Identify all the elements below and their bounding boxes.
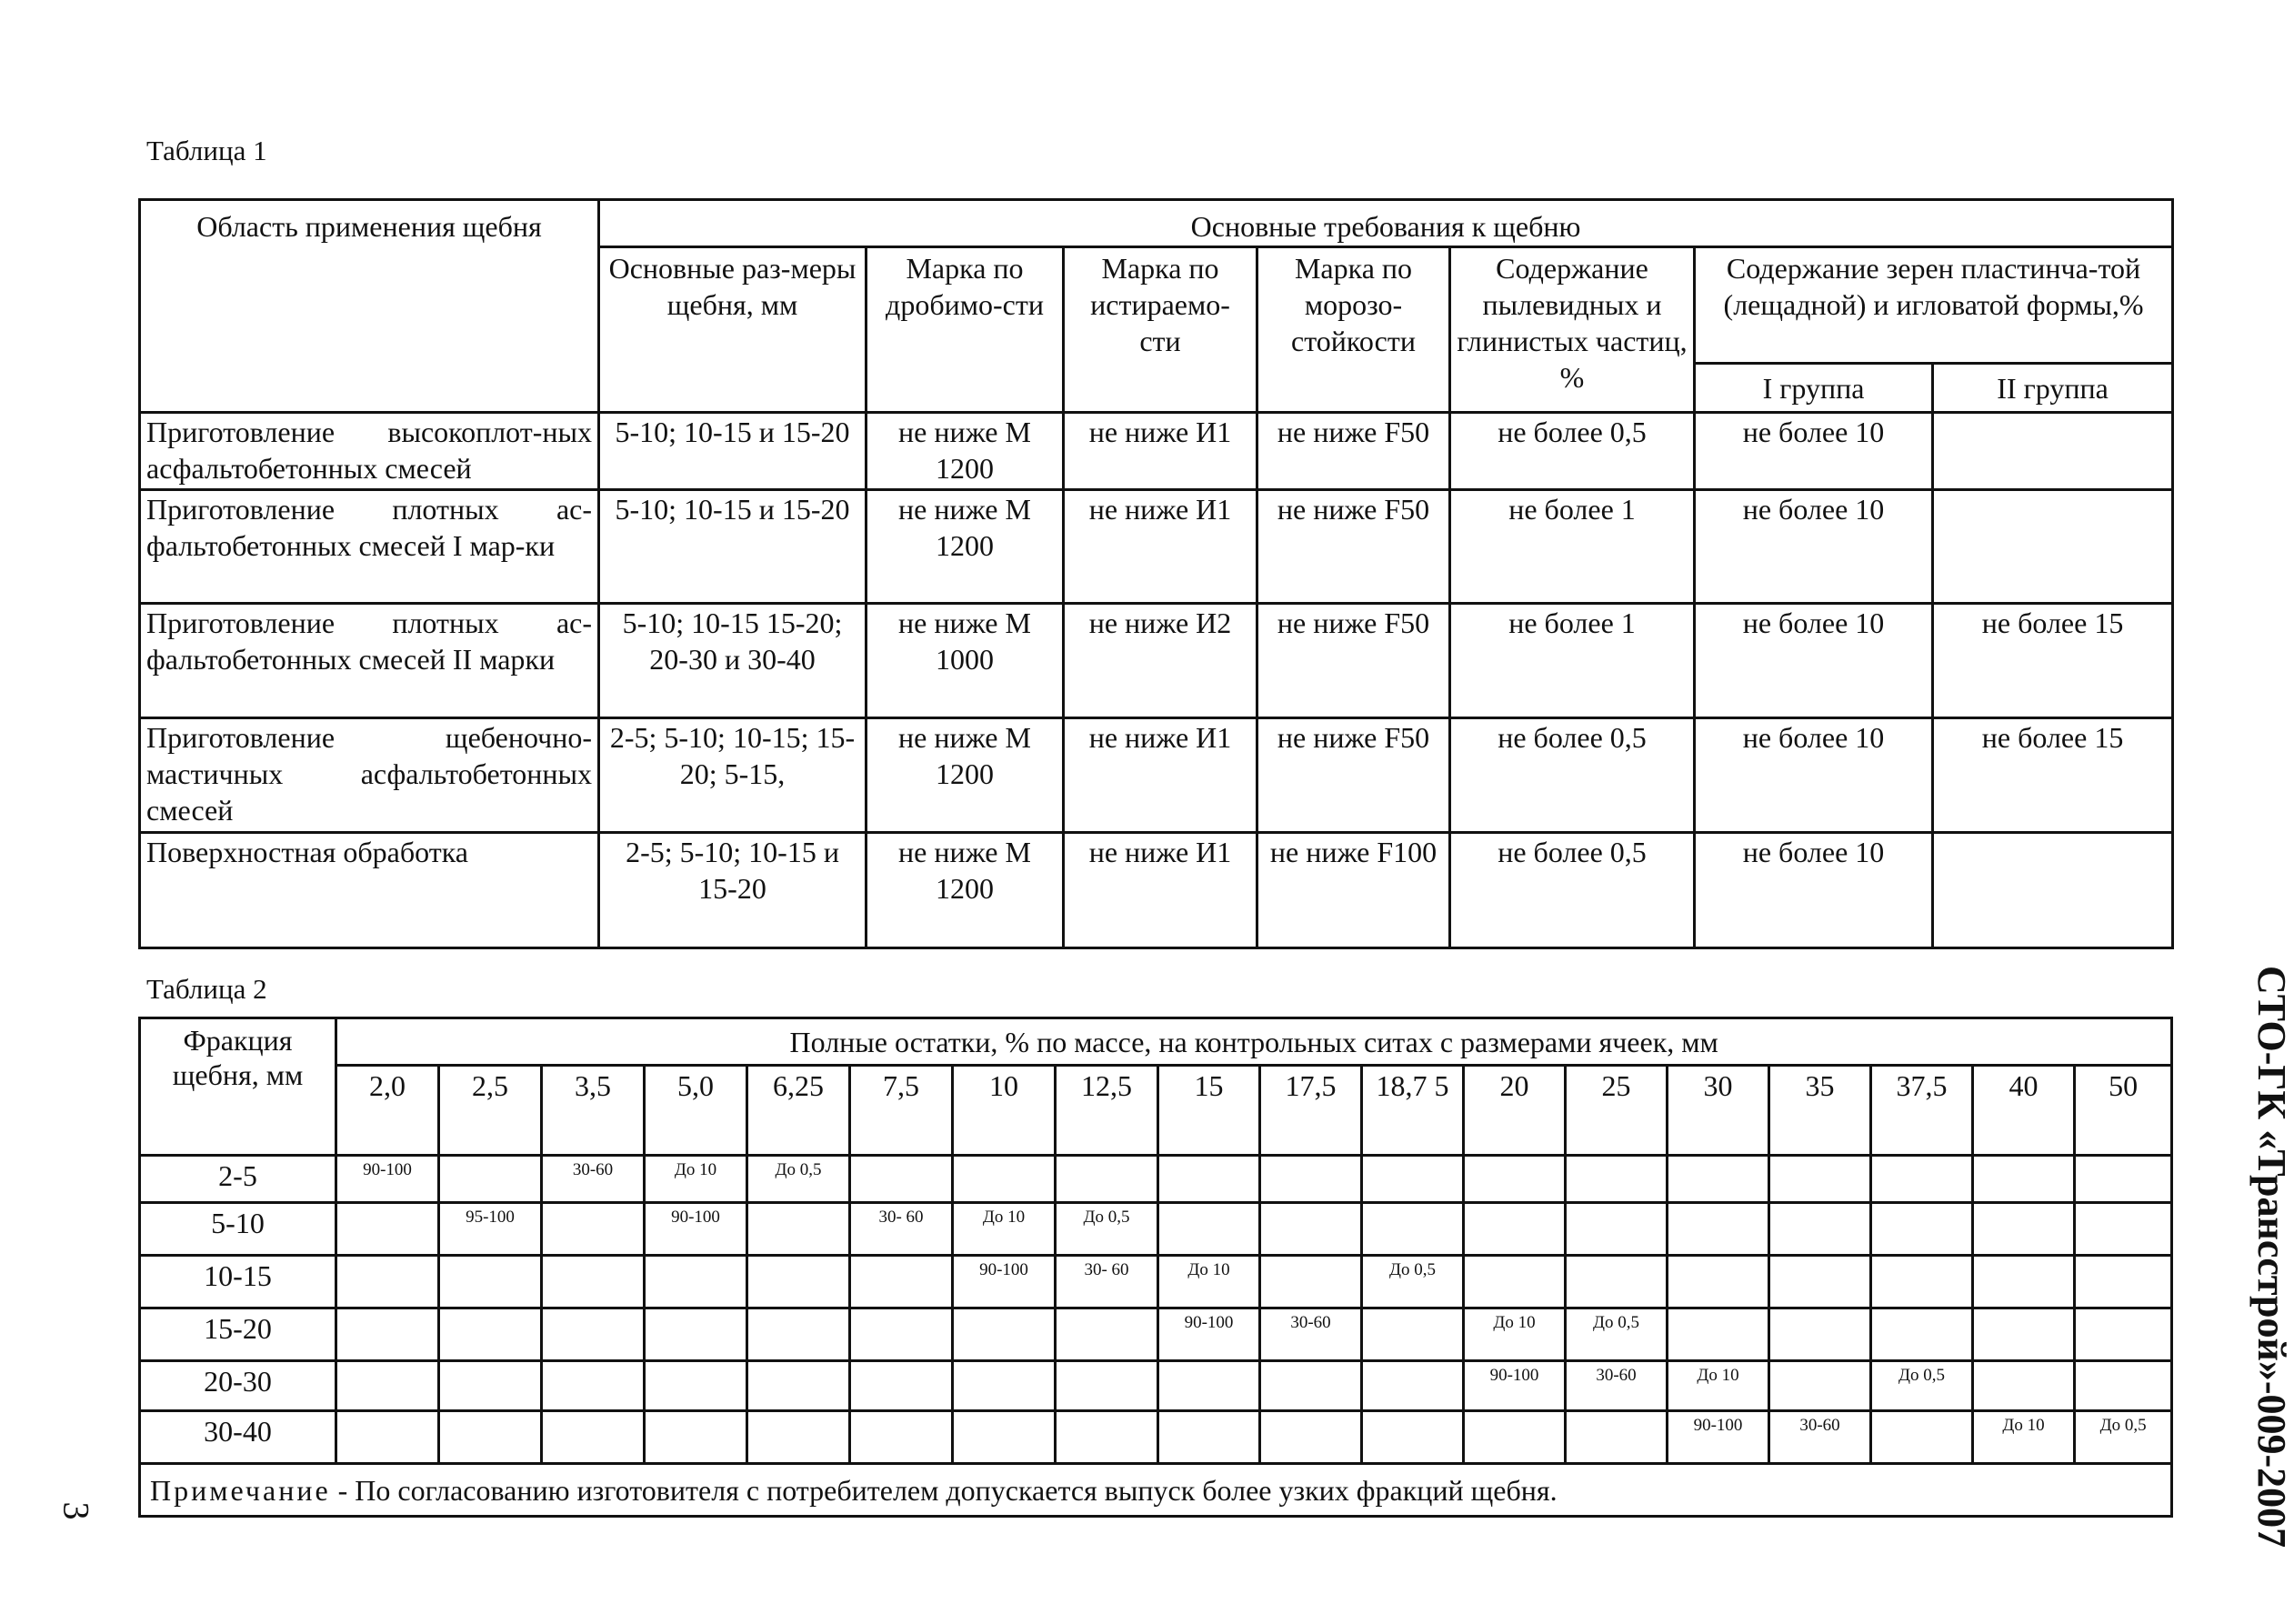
t1-cell-abrasion: не ниже И1 — [1064, 833, 1257, 948]
t2-value-cell — [439, 1361, 542, 1411]
t2-value-cell: До 10 — [1973, 1411, 2075, 1464]
t2-value-cell — [1566, 1411, 1668, 1464]
t2-value-cell — [1973, 1256, 2075, 1308]
t1-cell-group1: не более 10 — [1695, 413, 1933, 490]
t2-value-cell — [336, 1361, 439, 1411]
t2-value-cell — [850, 1308, 953, 1361]
t1-header-frost: Марка по морозо-стойкости — [1257, 247, 1450, 413]
table-row — [140, 490, 2173, 604]
document-code: СТО-ГК «Трансстрой»-009-2007 — [2249, 966, 2294, 1549]
t2-value-cell — [1871, 1156, 1973, 1203]
t1-cell-abrasion: не ниже И1 — [1064, 718, 1257, 833]
t2-value-cell — [542, 1203, 645, 1256]
t2-value-cell — [1056, 1156, 1158, 1203]
t2-sieve-size: 2,5 — [439, 1066, 542, 1156]
t2-value-cell — [2075, 1156, 2172, 1203]
t2-value-cell — [1769, 1203, 1871, 1256]
t2-value-cell: 30-60 — [1769, 1411, 1871, 1464]
t1-cell-crush: не ниже М 1200 — [867, 833, 1064, 948]
t1-cell-size: 2-5; 5-10; 10-15 и 15-20 — [599, 833, 867, 948]
t1-header-dust: Содержание пылевидных и глинистых частиц, % — [1450, 247, 1695, 413]
t1-cell-frost: не ниже F50 — [1257, 604, 1450, 718]
t2-value-cell — [645, 1361, 747, 1411]
t2-value-cell — [953, 1411, 1056, 1464]
table-row — [140, 604, 2173, 718]
t2-value-cell — [1158, 1156, 1260, 1203]
t1-cell-abrasion: не ниже И1 — [1064, 490, 1257, 604]
t2-value-cell: До 0,5 — [1056, 1203, 1158, 1256]
t2-sieve-size: 7,5 — [850, 1066, 953, 1156]
t2-value-cell — [336, 1203, 439, 1256]
t1-cell-size: 5-10; 10-15 и 15-20 — [599, 490, 867, 604]
t2-value-cell — [439, 1256, 542, 1308]
t2-sieve-size: 2,0 — [336, 1066, 439, 1156]
t2-value-cell — [1056, 1308, 1158, 1361]
t2-header-main: Полные остатки, % по массе, на контрольных ситах с размерами ячеек, мм — [336, 1018, 2172, 1066]
t2-value-cell — [1260, 1156, 1362, 1203]
table1 — [138, 198, 2174, 949]
t2-value-cell — [1362, 1308, 1464, 1361]
table-row — [140, 833, 2173, 948]
t1-cell-group2: не более 15 — [1933, 718, 2173, 833]
t2-fraction: 5-10 — [140, 1203, 336, 1256]
t1-cell-group1: не более 10 — [1695, 833, 1933, 948]
t2-value-cell — [2075, 1256, 2172, 1308]
t2-value-cell — [747, 1411, 850, 1464]
t1-cell-group2 — [1933, 490, 2173, 604]
t2-value-cell — [542, 1361, 645, 1411]
t2-note-text: - По согласованию изготовителя с потребителем допускается выпуск более узких фракций щебня. — [330, 1473, 1558, 1507]
t2-value-cell — [1464, 1203, 1566, 1256]
t2-value-cell: До 0,5 — [747, 1156, 850, 1203]
t2-sieve-size: 15 — [1158, 1066, 1260, 1156]
t2-value-cell — [2075, 1308, 2172, 1361]
t2-header-fraction: Фракция щебня, мм — [140, 1018, 336, 1156]
t2-value-cell: До 10 — [1464, 1308, 1566, 1361]
page-number: 3 — [55, 1501, 97, 1520]
t2-value-cell — [1973, 1156, 2075, 1203]
table-row — [140, 1411, 2172, 1464]
t1-cell-crush: не ниже М 1200 — [867, 718, 1064, 833]
t2-value-cell — [850, 1361, 953, 1411]
t1-cell-frost: не ниже F50 — [1257, 413, 1450, 490]
t1-header-crush: Марка по дробимо-сти — [867, 247, 1064, 413]
t2-value-cell — [1668, 1203, 1769, 1256]
t1-cell-group2: не более 15 — [1933, 604, 2173, 718]
t2-value-cell — [1973, 1361, 2075, 1411]
t2-value-cell — [747, 1203, 850, 1256]
t2-value-cell — [1871, 1203, 1973, 1256]
t1-cell-group2 — [1933, 833, 2173, 948]
t2-value-cell — [1871, 1308, 1973, 1361]
t2-value-cell — [1260, 1203, 1362, 1256]
t2-value-cell — [1362, 1156, 1464, 1203]
t2-note-label: Примечание — [150, 1473, 331, 1507]
t2-value-cell — [1668, 1256, 1769, 1308]
t2-value-cell — [1464, 1411, 1566, 1464]
t2-fraction: 30-40 — [140, 1411, 336, 1464]
t1-cell-dust: не более 0,5 — [1450, 413, 1695, 490]
t1-cell-area: Поверхностная обработка — [140, 833, 599, 948]
t2-value-cell — [1260, 1361, 1362, 1411]
t2-value-cell — [747, 1256, 850, 1308]
t2-note — [140, 1464, 2172, 1517]
table-row — [140, 1256, 2172, 1308]
t2-fraction: 15-20 — [140, 1308, 336, 1361]
t2-value-cell: 90-100 — [953, 1256, 1056, 1308]
t2-sieve-size: 12,5 — [1056, 1066, 1158, 1156]
table-row — [140, 1156, 2172, 1203]
t2-value-cell: 30- 60 — [850, 1203, 953, 1256]
t2-value-cell — [645, 1411, 747, 1464]
t1-cell-area: Приготовление щебеночно-мастичных асфальтобетонных смесей — [140, 718, 599, 833]
t2-value-cell — [336, 1256, 439, 1308]
t2-value-cell: 30-60 — [542, 1156, 645, 1203]
t2-sieve-size: 6,25 — [747, 1066, 850, 1156]
t2-value-cell: До 10 — [1158, 1256, 1260, 1308]
t1-cell-dust: не более 0,5 — [1450, 833, 1695, 948]
t1-cell-area: Приготовление плотных ас-фальтобетонных смесей I мар-ки — [140, 490, 599, 604]
table-row — [140, 718, 2173, 833]
t1-cell-abrasion: не ниже И2 — [1064, 604, 1257, 718]
t1-cell-group1: не более 10 — [1695, 604, 1933, 718]
t2-value-cell — [1973, 1308, 2075, 1361]
t2-value-cell — [1260, 1256, 1362, 1308]
t1-cell-crush: не ниже М 1200 — [867, 413, 1064, 490]
t2-value-cell: До 0,5 — [2075, 1411, 2172, 1464]
t2-sieve-size: 20 — [1464, 1066, 1566, 1156]
t2-value-cell — [953, 1156, 1056, 1203]
t1-cell-dust: не более 0,5 — [1450, 718, 1695, 833]
t2-sieve-size: 37,5 — [1871, 1066, 1973, 1156]
t1-cell-group1: не более 10 — [1695, 718, 1933, 833]
t2-value-cell — [1566, 1256, 1668, 1308]
t2-sieve-size: 30 — [1668, 1066, 1769, 1156]
t1-header-area: Область применения щебня — [140, 200, 599, 413]
t2-value-cell — [1362, 1203, 1464, 1256]
t2-value-cell: 90-100 — [1158, 1308, 1260, 1361]
t2-value-cell: До 10 — [645, 1156, 747, 1203]
t2-value-cell: До 10 — [1668, 1361, 1769, 1411]
t1-cell-size: 5-10; 10-15 15-20; 20-30 и 30-40 — [599, 604, 867, 718]
t2-fraction: 20-30 — [140, 1361, 336, 1411]
t2-value-cell — [953, 1308, 1056, 1361]
t1-cell-crush: не ниже М 1000 — [867, 604, 1064, 718]
t2-value-cell — [645, 1308, 747, 1361]
t2-value-cell — [747, 1308, 850, 1361]
t2-value-cell: 90-100 — [645, 1203, 747, 1256]
table-row — [140, 1308, 2172, 1361]
t1-header-flaky: Содержание зерен пластинча-той (лещадной) и игловатой формы,% — [1695, 247, 2173, 364]
t2-value-cell — [542, 1308, 645, 1361]
t2-value-cell: 95-100 — [439, 1203, 542, 1256]
t2-fraction: 10-15 — [140, 1256, 336, 1308]
t2-value-cell — [2075, 1203, 2172, 1256]
t1-cell-dust: не более 1 — [1450, 604, 1695, 718]
t2-value-cell: До 0,5 — [1871, 1361, 1973, 1411]
t1-header-group1: I группа — [1695, 364, 1933, 413]
t2-value-cell: 30-60 — [1260, 1308, 1362, 1361]
t2-value-cell — [1158, 1411, 1260, 1464]
t2-value-cell — [1464, 1156, 1566, 1203]
t2-value-cell — [953, 1361, 1056, 1411]
t2-sieve-size: 17,5 — [1260, 1066, 1362, 1156]
t2-value-cell: 30-60 — [1566, 1361, 1668, 1411]
t2-value-cell: До 0,5 — [1362, 1256, 1464, 1308]
t2-value-cell: До 10 — [953, 1203, 1056, 1256]
t1-header-size: Основные раз-меры щебня, мм — [599, 247, 867, 413]
t1-cell-frost: не ниже F50 — [1257, 718, 1450, 833]
t2-value-cell — [542, 1256, 645, 1308]
t2-value-cell — [542, 1411, 645, 1464]
t1-cell-area: Приготовление плотных ас-фальтобетонных смесей II марки — [140, 604, 599, 718]
t1-cell-abrasion: не ниже И1 — [1064, 413, 1257, 490]
t2-value-cell: 30- 60 — [1056, 1256, 1158, 1308]
t2-value-cell — [1362, 1411, 1464, 1464]
t2-value-cell — [1973, 1203, 2075, 1256]
t2-sieve-size: 3,5 — [542, 1066, 645, 1156]
t2-value-cell — [1668, 1308, 1769, 1361]
t2-value-cell — [439, 1411, 542, 1464]
t2-value-cell — [2075, 1361, 2172, 1411]
table-row — [140, 413, 2173, 490]
t2-sieve-size: 50 — [2075, 1066, 2172, 1156]
t1-cell-size: 2-5; 5-10; 10-15; 15-20; 5-15, — [599, 718, 867, 833]
t2-value-cell — [747, 1361, 850, 1411]
t2-value-cell: 90-100 — [1464, 1361, 1566, 1411]
t2-value-cell — [336, 1308, 439, 1361]
t2-value-cell: 90-100 — [336, 1156, 439, 1203]
t1-cell-frost: не ниже F50 — [1257, 490, 1450, 604]
table-row — [140, 1203, 2172, 1256]
t2-value-cell — [439, 1156, 542, 1203]
t1-cell-group1: не более 10 — [1695, 490, 1933, 604]
t2-value-cell — [1056, 1361, 1158, 1411]
t2-value-cell — [1566, 1156, 1668, 1203]
t2-fraction: 2-5 — [140, 1156, 336, 1203]
t2-value-cell — [1158, 1361, 1260, 1411]
t2-sieve-size: 35 — [1769, 1066, 1871, 1156]
t1-cell-size: 5-10; 10-15 и 15-20 — [599, 413, 867, 490]
t1-cell-area: Приготовление высокоплот-ных асфальтобетонных смесей — [140, 413, 599, 490]
t2-sieve-size: 10 — [953, 1066, 1056, 1156]
t2-value-cell — [439, 1308, 542, 1361]
t2-sieve-size: 40 — [1973, 1066, 2075, 1156]
t2-sieve-row — [140, 1066, 2172, 1156]
table2-title: Таблица 2 — [146, 973, 267, 1005]
t2-value-cell — [336, 1411, 439, 1464]
t2-value-cell — [1769, 1156, 1871, 1203]
t1-header-group2: II группа — [1933, 364, 2173, 413]
t2-value-cell — [1464, 1256, 1566, 1308]
t2-value-cell — [850, 1256, 953, 1308]
t2-value-cell — [1158, 1203, 1260, 1256]
t2-value-cell — [1871, 1256, 1973, 1308]
t2-value-cell: До 0,5 — [1566, 1308, 1668, 1361]
t2-sieve-size: 5,0 — [645, 1066, 747, 1156]
t1-cell-frost: не ниже F100 — [1257, 833, 1450, 948]
t2-value-cell — [645, 1256, 747, 1308]
t2-value-cell — [1769, 1308, 1871, 1361]
t2-value-cell — [1769, 1256, 1871, 1308]
table-row — [140, 1361, 2172, 1411]
t1-cell-group2 — [1933, 413, 2173, 490]
t2-value-cell — [1769, 1361, 1871, 1411]
table1-title: Таблица 1 — [146, 135, 267, 166]
t2-value-cell — [850, 1156, 953, 1203]
t2-sieve-size: 18,7 5 — [1362, 1066, 1464, 1156]
t2-sieve-size: 25 — [1566, 1066, 1668, 1156]
t1-header-main: Основные требования к щебню — [599, 200, 2173, 247]
t2-value-cell — [1566, 1203, 1668, 1256]
t1-cell-dust: не более 1 — [1450, 490, 1695, 604]
t2-value-cell — [850, 1411, 953, 1464]
t1-cell-crush: не ниже М 1200 — [867, 490, 1064, 604]
t2-value-cell — [1362, 1361, 1464, 1411]
t2-value-cell — [1668, 1156, 1769, 1203]
t2-value-cell: 90-100 — [1668, 1411, 1769, 1464]
t1-header-abrasion: Марка по истираемо-сти — [1064, 247, 1257, 413]
table2 — [138, 1017, 2173, 1518]
t2-value-cell — [1260, 1411, 1362, 1464]
t2-value-cell — [1871, 1411, 1973, 1464]
t2-value-cell — [1056, 1411, 1158, 1464]
